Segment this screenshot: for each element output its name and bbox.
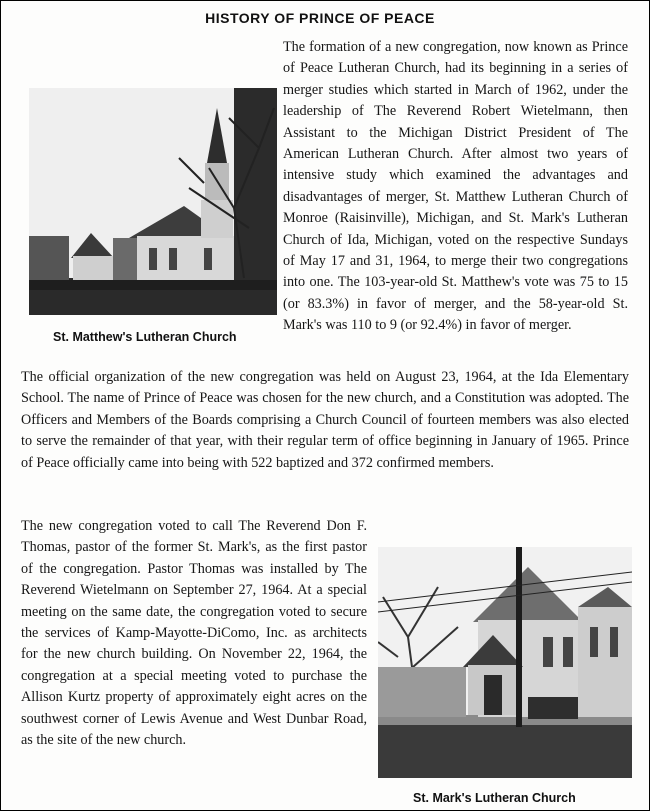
- paragraph-new-pastor: The new congregation voted to call The Reverend Don F. Thomas, pastor of the former St. Mark's, as the first pastor of the congregation. Pastor Thomas was installed by The Reverend Wietelmann on September 27, 1964. At a special meeting on the same date, the congregation voted to secure the services of Kamp-Mayotte-DiComo, Inc. as architects for the new church building. On November 22, 1964, the congregation at a special meeting voted to purchase the Allison Kurtz property of approximately eight acres on the southwest corner of Lewis Avenue and West Dunbar Road, as the site of the new church.: [21, 518, 367, 749]
- paragraph-merger-studies: The formation of a new congregation, now known as Prince of Peace Lutheran Church, had its beginning in a series of merger studies which started in March of 1962, under the leadership of The Reverend Robert Wietelmann, then Assistant to the Michigan District President of The American Lutheran Church. After almost two years of intensive study which examined the advantages and disadvantages of merger, St. Matthew Lutheran Church of Monroe (Raisinville), Michigan, and St. Mark's Lutheran Church of Ida, Michigan, voted on the respective Sundays of May 17 and 31, 1964, to merge their two congregations into one. The 103-year-old St. Matthew's vote was 75 to 15 (or 83.3%) in favor of merger, and the 58-year-old St. Mark's was 110 to 9 (or 92.4%) in favor of merger.: [283, 39, 628, 334]
- page-title: HISTORY OF PRINCE OF PEACE: [205, 10, 435, 26]
- paragraph-official-organization: The official organization of the new congregation was held on August 23, 1964, at the Ida Elementary School. The name of Prince of Peace was chosen for the new church, and a Constitution was adopted. The Officers and Members of the Boards comprising a Church Council of fourteen members was also elected to serve the remainder of that year, with their regular term of office beginning in January of 1965. Prince of Peace officially came into being with 522 baptized and 372 confirmed members.: [21, 369, 629, 471]
- caption-st-marks: St. Mark's Lutheran Church: [413, 791, 576, 805]
- st-marks-church-photo: [378, 547, 632, 778]
- caption-st-matthews: St. Matthew's Lutheran Church: [53, 330, 237, 344]
- st-matthews-church-photo: [29, 88, 277, 315]
